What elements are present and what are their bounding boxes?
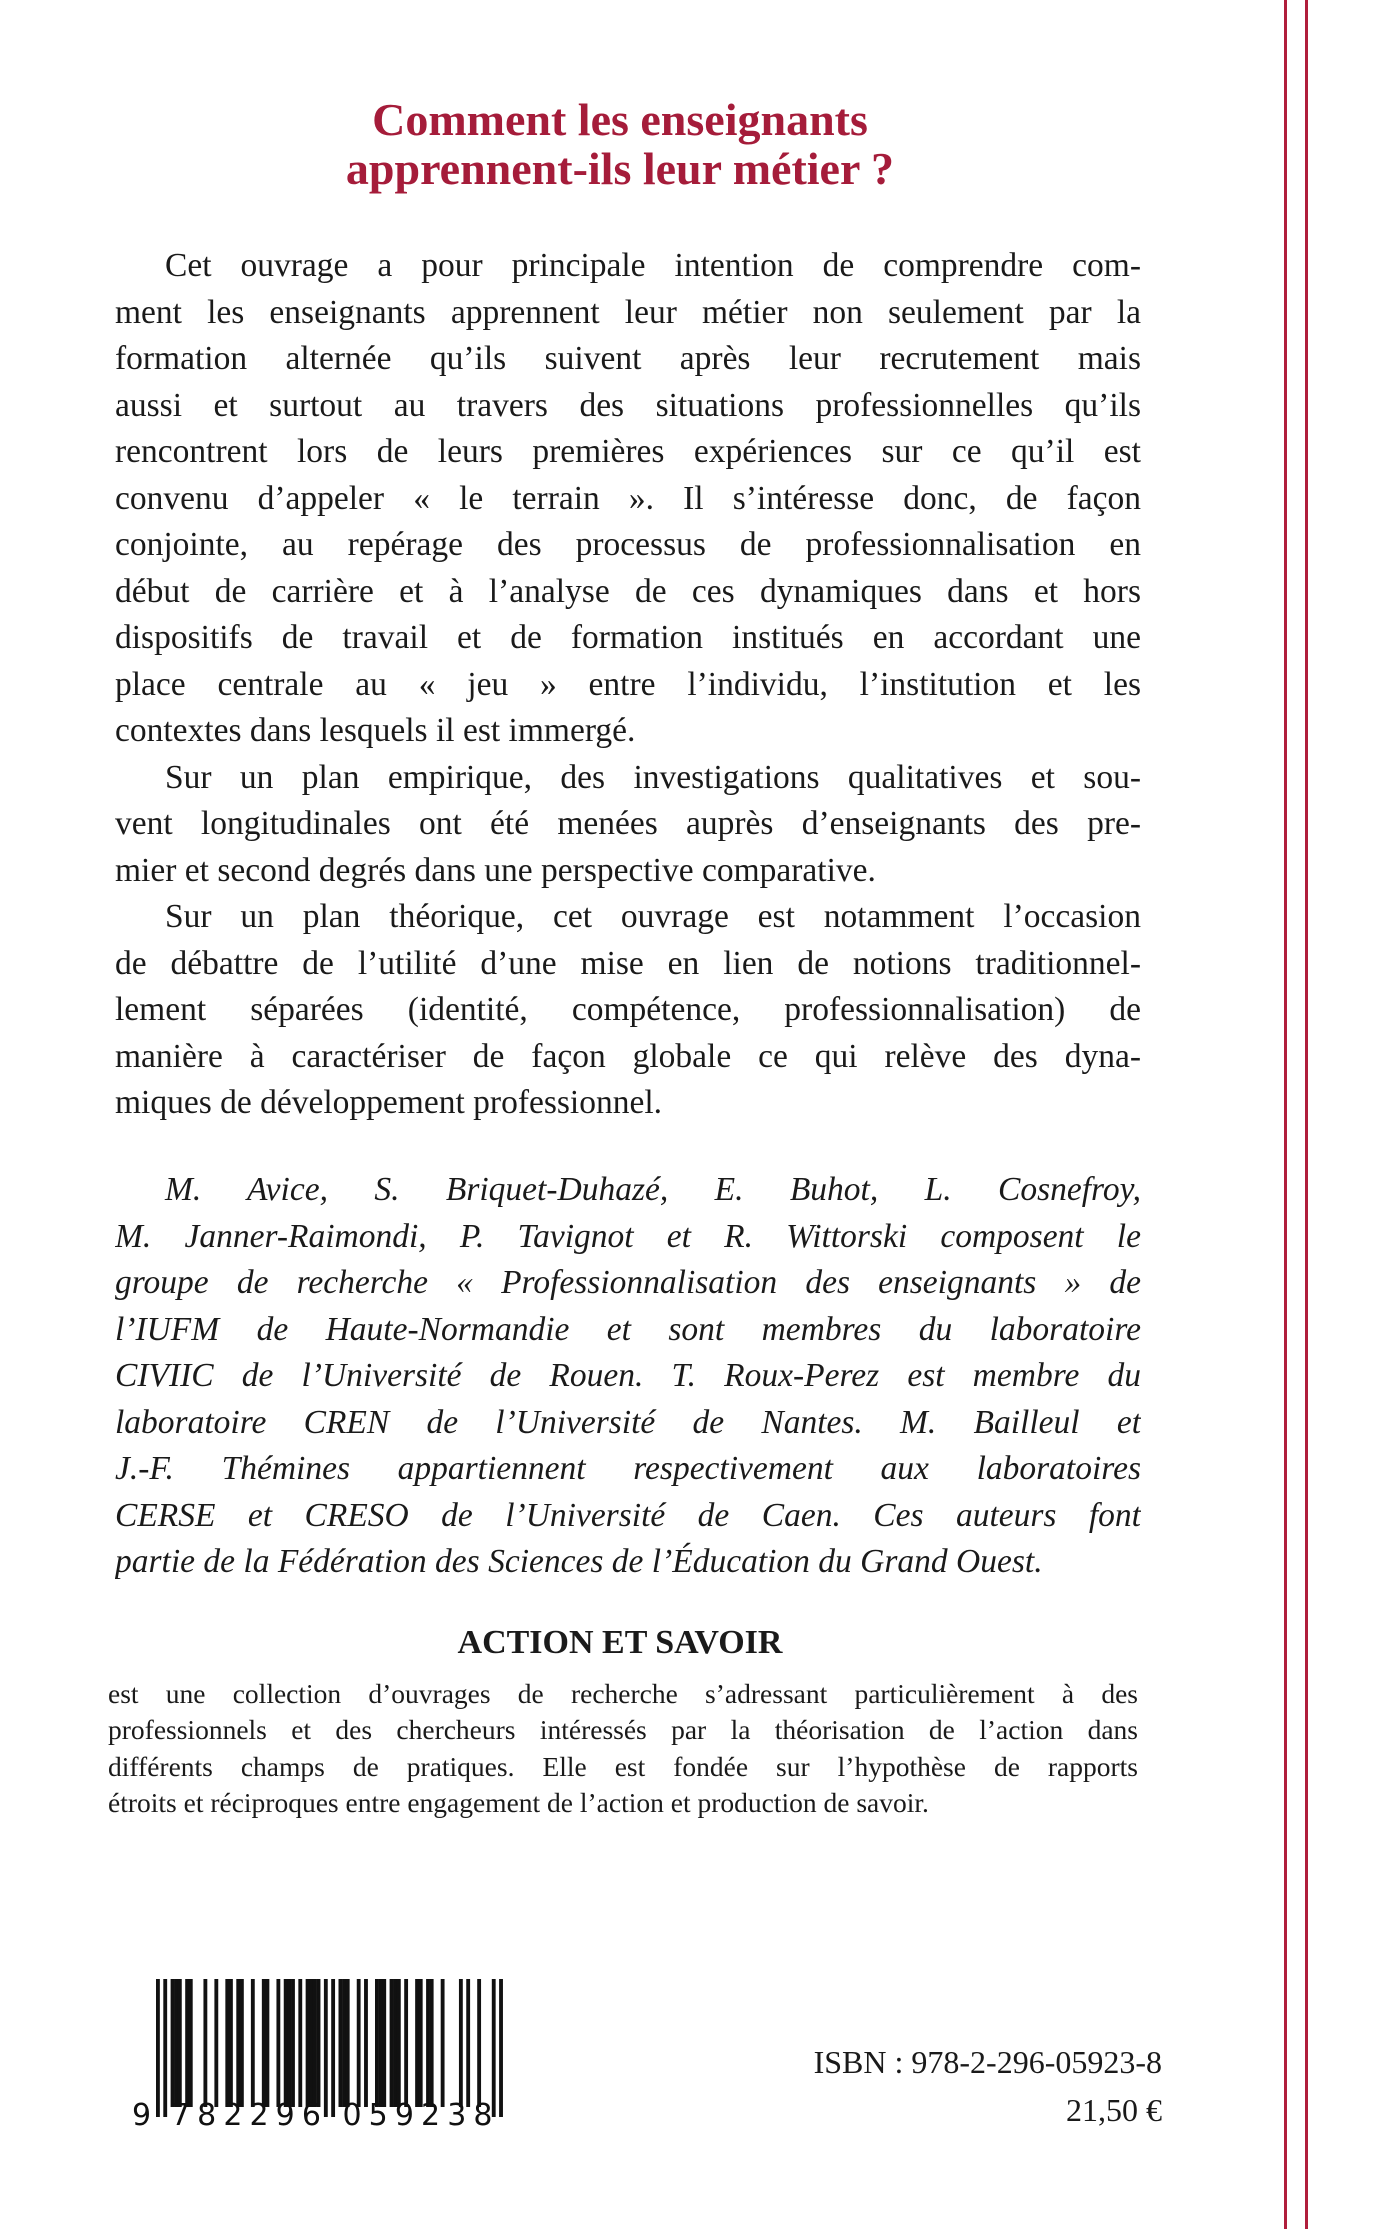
authors-text: [115, 1167, 1141, 1586]
barcode-bar: [375, 1979, 379, 2107]
blurb-text: [115, 243, 1141, 1127]
barcode-bar: [284, 1979, 288, 2107]
barcode-bar: [185, 1979, 189, 2107]
barcode-bar: [397, 1979, 401, 2107]
barcode-bar: [214, 1979, 218, 2107]
barcode-bar: [225, 1979, 229, 2107]
barcode: [130, 1975, 530, 2135]
barcode-bar: [426, 1979, 430, 2107]
barcode-bar: [291, 1979, 295, 2107]
barcode-bar: [430, 1979, 434, 2107]
barcode-digits: 059238: [342, 2098, 493, 2133]
book-title-line-2: apprennent-ils leur métier ?: [345, 143, 895, 194]
text-line: rencontrent lors de leurs premières expériences sur ce qu’il est: [115, 433, 1141, 470]
barcode-bar: [171, 1979, 175, 2107]
barcode-bar: [404, 1979, 408, 2107]
barcode-digits: 782296: [170, 2098, 321, 2133]
price: 21,50 €: [1066, 2092, 1162, 2128]
barcode-bar: [298, 1979, 302, 2107]
text-line: mier et second degrés dans une perspective comparative.: [115, 851, 876, 889]
barcode-bar: [364, 1979, 368, 2107]
barcode-bar: [324, 1979, 328, 2117]
text-line: CERSE et CRESO de l’Université de Caen. Ces auteurs font: [115, 1496, 1141, 1534]
barcode-bar: [178, 1979, 182, 2107]
isbn: ISBN : 978-2-296-05923-8: [813, 2044, 1162, 2080]
barcode-bar: [276, 1979, 280, 2107]
text-line: CIVIIC de l’Université de Rouen. T. Roux-Perez est membre du: [115, 1357, 1141, 1394]
barcode-bar: [163, 1979, 167, 2117]
barcode-bar: [287, 1979, 291, 2107]
text-line: M. Avice, S. Briquet-Duhazé, E. Buhot, L. Cosnefroy,: [165, 1171, 1141, 1208]
text-line: M. Janner-Raimondi, P. Tavignot et R. Wittorski composent le: [115, 1217, 1141, 1255]
text-line: groupe de recherche « Professionnalisation des enseignants » de: [115, 1264, 1141, 1301]
spine-rule-left: [1284, 0, 1287, 2229]
barcode-bar: [266, 1979, 270, 2107]
text-line: contextes dans lesquels il est immergé.: [115, 712, 636, 749]
barcode-bar: [240, 1979, 244, 2107]
barcode-bar: [459, 1979, 463, 2107]
text-line: Sur un plan théorique, cet ouvrage est notamment l’occasion: [165, 898, 1141, 935]
barcode-bar: [492, 1979, 496, 2117]
barcode-bar: [174, 1979, 178, 2107]
text-line: vent longitudinales ont été menées auprès d’enseignants des pre-: [115, 805, 1141, 842]
barcode-bar: [379, 1979, 383, 2107]
collection-name: ACTION ET SAVOIR: [457, 1624, 783, 1661]
barcode-bar: [441, 1979, 445, 2107]
text-line: de débattre de l’utilité d’une mise en lien de notions traditionnel-: [115, 944, 1141, 982]
barcode-bar: [477, 1979, 481, 2107]
text-line: conjointe, au repérage des processus de professionnalisation en: [115, 526, 1141, 563]
text-line: miques de développement professionnel.: [115, 1084, 663, 1121]
barcode-bar: [466, 1979, 470, 2107]
text-line: lement séparées (identité, compétence, professionnalisation) de: [115, 991, 1141, 1028]
text-line: étroits et réciproques entre engagement de l’action et production de savoir.: [108, 1787, 929, 1819]
text-line: l’IUFM de Haute-Normandie et sont membres du laboratoire: [115, 1310, 1141, 1348]
text-line: place centrale au « jeu » entre l’individu, l’institution et les: [115, 665, 1141, 703]
text-line: formation alternée qu’ils suivent après leur recrutement mais: [115, 340, 1141, 377]
text-line: convenu d’appeler « le terrain ». Il s’intéresse donc, de façon: [115, 479, 1141, 517]
text-line: dispositifs de travail et de formation institués en accordant une: [115, 619, 1141, 656]
barcode-bar: [203, 1979, 207, 2107]
text-line: J.-F. Thémines appartiennent respectivement aux laboratoires: [115, 1450, 1141, 1487]
barcode-bar: [317, 1979, 321, 2107]
barcode-bar: [189, 1979, 193, 2107]
barcode-bar: [390, 1979, 394, 2107]
text-line: professionnels et des chercheurs intéressés par la théorisation de l’action dans: [108, 1714, 1138, 1746]
barcode-bar: [357, 1979, 361, 2107]
text-line: Cet ouvrage a pour principale intention de comprendre com-: [165, 247, 1141, 284]
barcode-bar: [306, 1979, 310, 2107]
barcode-bar: [382, 1979, 386, 2107]
barcode-bar: [156, 1979, 160, 2117]
barcode-bar: [419, 1979, 423, 2107]
text-line: laboratoire CREN de l’Université de Nantes. M. Bailleul et: [115, 1403, 1141, 1441]
barcode-digits: 9: [132, 2098, 152, 2133]
collection-description: [108, 1676, 1138, 1822]
barcode-bar: [262, 1979, 266, 2107]
barcode-bar: [229, 1979, 233, 2107]
barcode-bar: [331, 1979, 335, 2117]
text-line: ment les enseignants apprennent leur métier non seulement par la: [115, 293, 1141, 331]
text-line: Sur un plan empirique, des investigations qualitatives et sou-: [165, 758, 1141, 796]
spine-rule-right: [1305, 0, 1308, 2229]
barcode-bar: [342, 1979, 346, 2107]
barcode-bar: [309, 1979, 313, 2107]
barcode-bar: [346, 1979, 350, 2107]
barcode-bar: [499, 1979, 503, 2117]
text-line: manière à caractériser de façon globale ce qui relève des dyna-: [115, 1037, 1141, 1075]
barcode-bar: [251, 1979, 255, 2107]
text-line: début de carrière et à l’analyse de ces dynamiques dans et hors: [115, 572, 1141, 610]
book-title-line-1: Comment les enseignants: [372, 94, 868, 145]
text-line: différents champs de pratiques. Elle est fondée sur l’hypothèse de rapports: [108, 1750, 1138, 1782]
text-line: est une collection d’ouvrages de recherche s’adressant particulièrement à des: [108, 1678, 1138, 1709]
barcode-bar: [393, 1979, 397, 2107]
barcode-bar: [415, 1979, 419, 2107]
text-line: partie de la Fédération des Sciences de l’Éducation du Grand Ouest.: [115, 1543, 1043, 1580]
barcode-bar: [313, 1979, 317, 2107]
text-line: aussi et surtout au travers des situations professionnelles qu’ils: [115, 386, 1141, 424]
barcode-bar: [339, 1979, 343, 2107]
barcode-bar: [236, 1979, 240, 2107]
